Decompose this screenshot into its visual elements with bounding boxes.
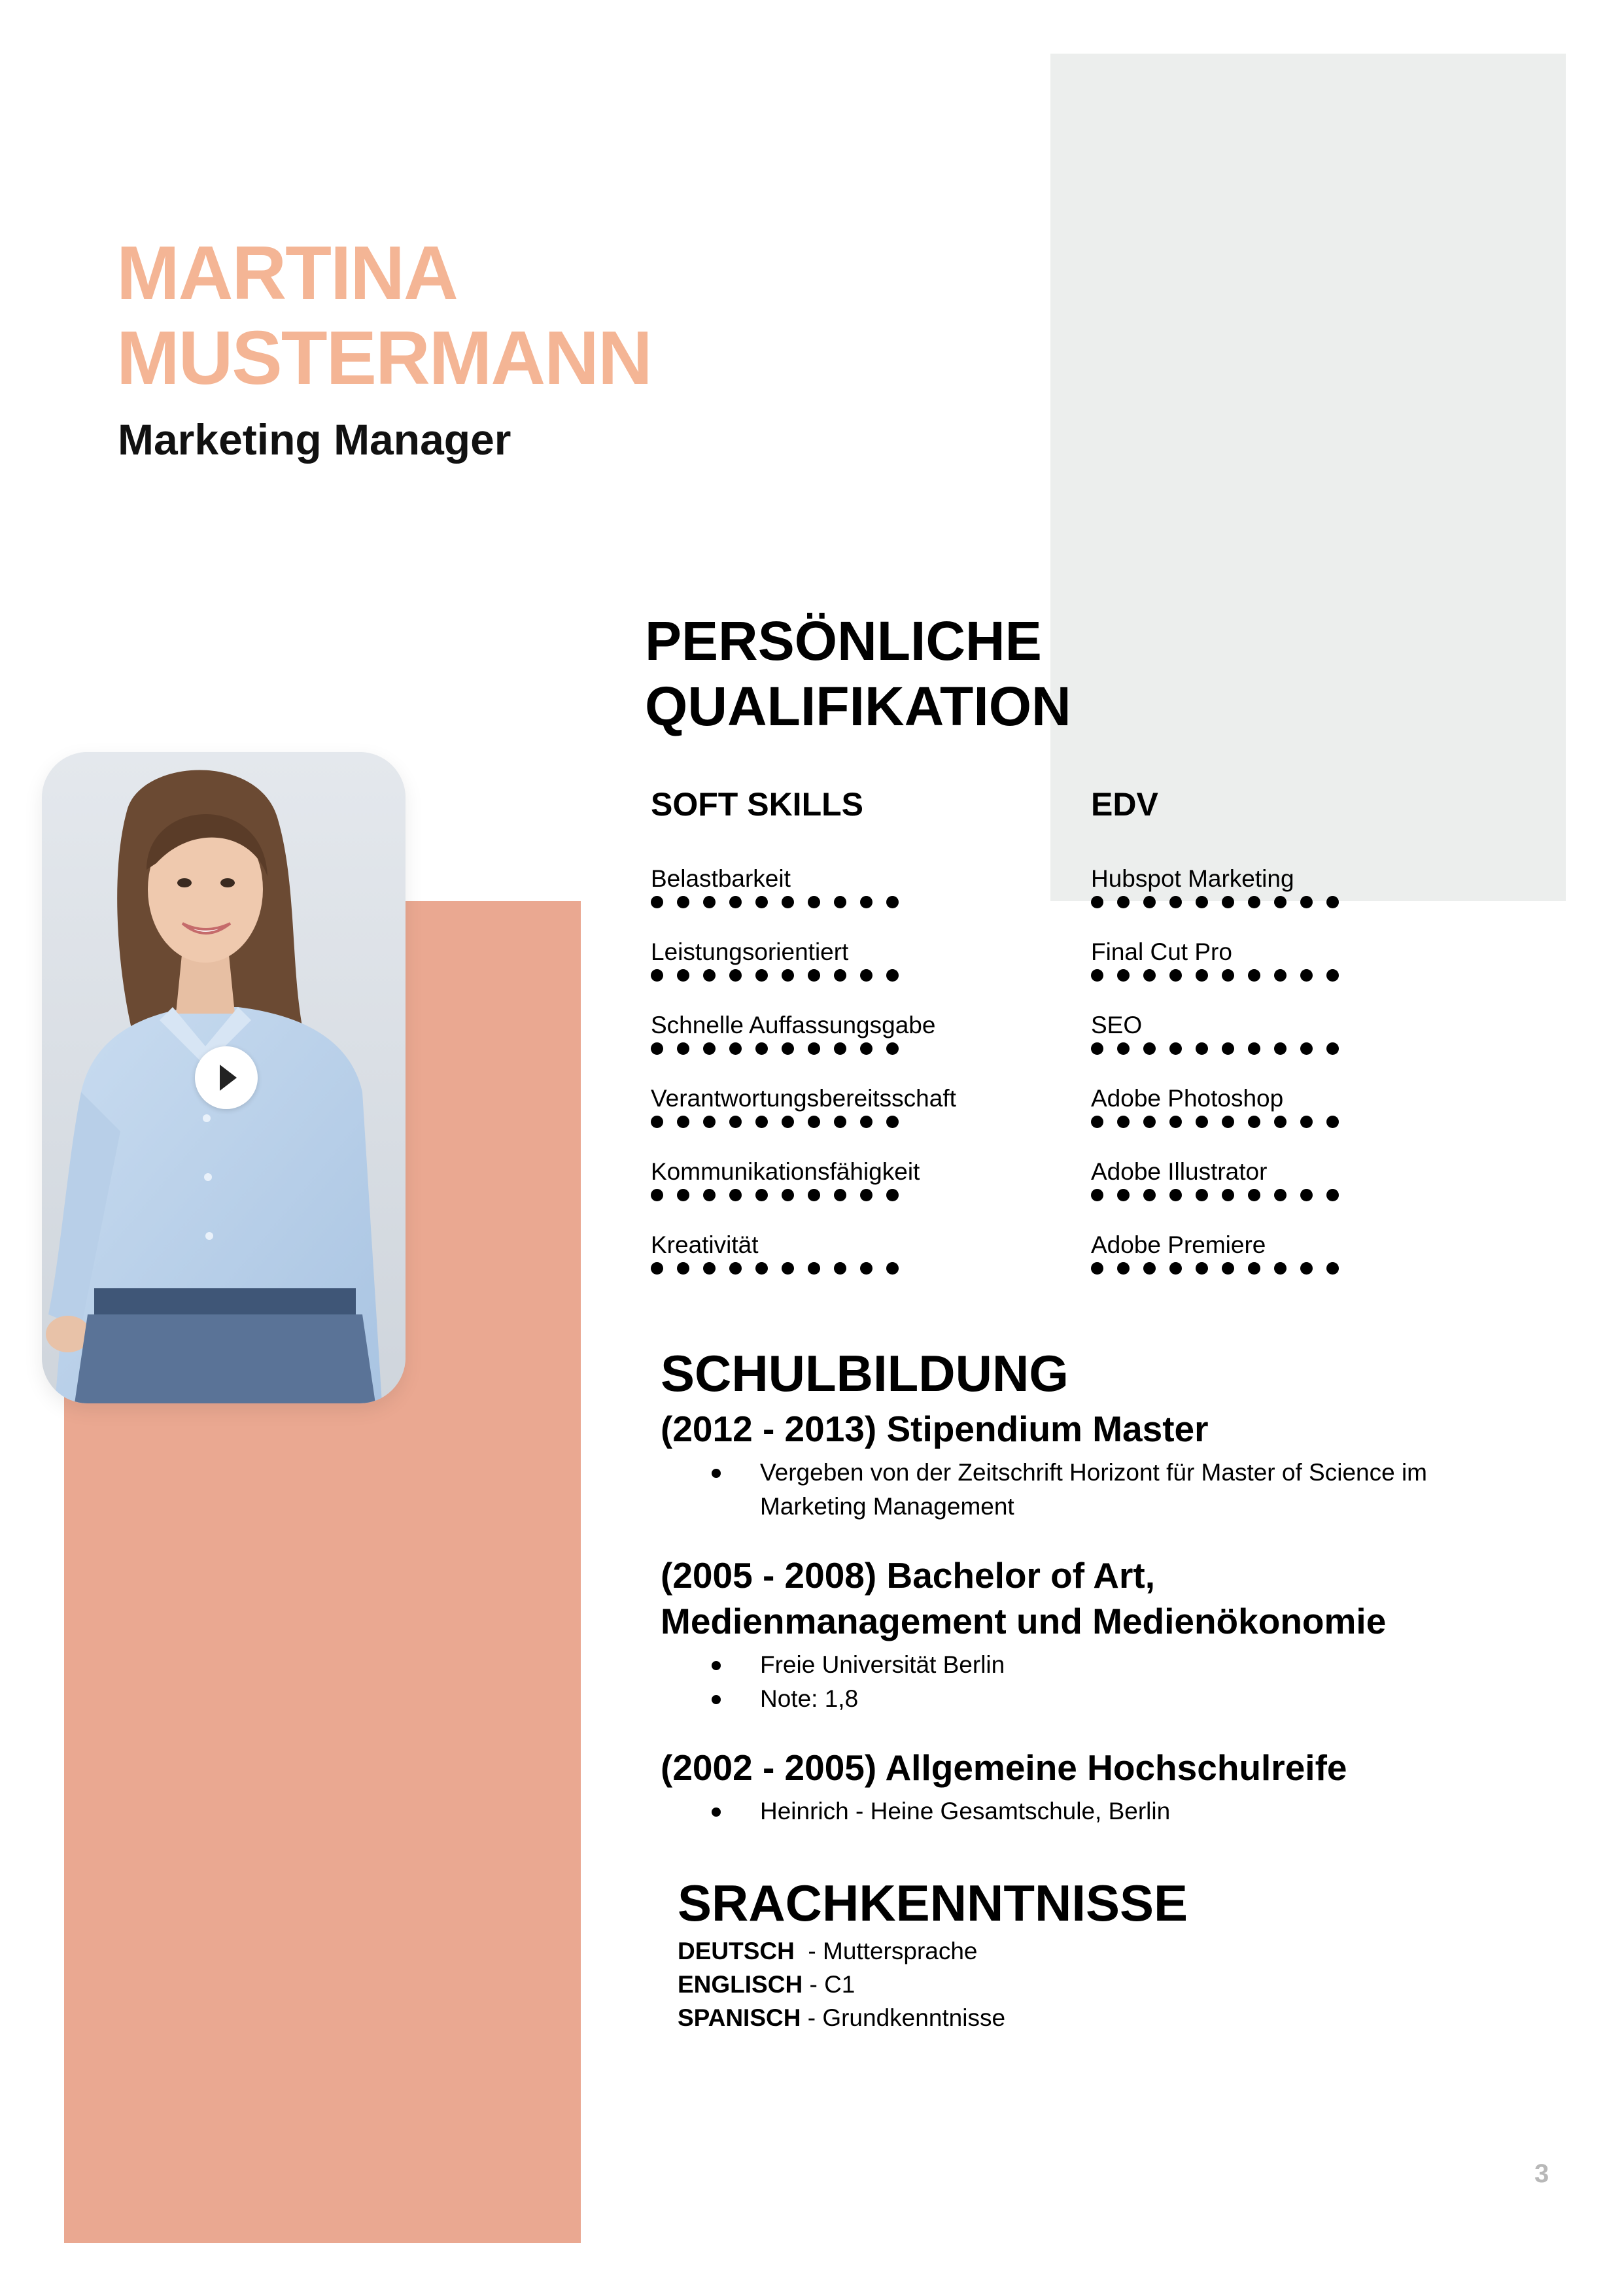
rating-dot [755, 1116, 768, 1128]
edv-skill-item [1091, 1218, 1457, 1291]
rating-dot [677, 1116, 689, 1128]
rating-dot [860, 1042, 872, 1055]
candidate-name [116, 230, 651, 400]
qualifications-heading [645, 608, 1071, 739]
rating-dot [782, 969, 794, 982]
rating-dot [1143, 896, 1156, 908]
soft-skills-list [651, 851, 1017, 1291]
rating-dot [886, 1189, 899, 1201]
soft-skill-rating [651, 896, 912, 909]
rating-dot [1248, 1189, 1260, 1201]
rating-dot [808, 896, 820, 908]
education-entry-title-line: Medienmanagement und Medienökonomie [661, 1601, 1387, 1641]
soft-skill-item [651, 1218, 1017, 1291]
soft-skills-heading: SOFT SKILLS [651, 786, 863, 823]
rating-dot [677, 896, 689, 908]
soft-skill-rating [651, 1189, 912, 1202]
education-entry-title-line: (2012 - 2013) Stipendium Master [661, 1409, 1209, 1449]
rating-dot [1196, 1042, 1208, 1055]
rating-dot [886, 1262, 899, 1275]
rating-dot [1143, 1116, 1156, 1128]
rating-dot [860, 1262, 872, 1275]
education-detail-text: Marketing Management [760, 1493, 1014, 1520]
edv-skill-label: Adobe Premiere [1091, 1231, 1266, 1258]
rating-dot [1326, 1189, 1339, 1201]
rating-dot [782, 1262, 794, 1275]
education-entry-details [661, 1648, 1511, 1716]
rating-dot [1117, 896, 1130, 908]
job-title: Marketing Manager [118, 415, 511, 464]
play-icon[interactable] [195, 1046, 258, 1109]
rating-dot [834, 1042, 846, 1055]
rating-dot [808, 1042, 820, 1055]
soft-skill-label: Leistungsorientiert [651, 938, 849, 965]
rating-dot [729, 1189, 742, 1201]
soft-skill-label: Kommunikationsfähigkeit [651, 1158, 920, 1185]
language-item [678, 1934, 1188, 1968]
last-name: MUSTERMANN [116, 315, 651, 400]
soft-skill-item [651, 851, 1017, 925]
languages-heading: SRACHKENNTNISSE [678, 1874, 1188, 1932]
rating-dot [1091, 969, 1103, 982]
rating-dot [1091, 1262, 1103, 1275]
language-name: SPANISCH [678, 2004, 801, 2031]
rating-dot [1196, 896, 1208, 908]
soft-skill-rating [651, 1116, 912, 1129]
edv-skill-item [1091, 925, 1457, 998]
edv-skill-label: Final Cut Pro [1091, 938, 1232, 965]
language-item [678, 1968, 1188, 2001]
edv-skill-item [1091, 1144, 1457, 1218]
rating-dot [860, 1189, 872, 1201]
soft-skill-item [651, 998, 1017, 1071]
qualifications-heading-line1: PERSÖNLICHE [645, 610, 1042, 672]
rating-dot [1248, 896, 1260, 908]
education-entry-title-line: (2005 - 2008) Bachelor of Art, [661, 1555, 1156, 1596]
education-entry-title [661, 1406, 1511, 1452]
rating-dot [729, 969, 742, 982]
rating-dot [808, 1189, 820, 1201]
rating-dot [729, 1116, 742, 1128]
rating-dot [1117, 1262, 1130, 1275]
rating-dot [703, 1116, 716, 1128]
rating-dot [1196, 1116, 1208, 1128]
rating-dot [1196, 1262, 1208, 1275]
education-detail-item: Heinrich - Heine Gesamtschule, Berlin [760, 1794, 1511, 1828]
soft-skill-label: Belastbarkeit [651, 865, 791, 892]
soft-skill-item [651, 1144, 1017, 1218]
rating-dot [1117, 969, 1130, 982]
edv-skill-rating [1091, 969, 1353, 982]
soft-skill-rating [651, 969, 912, 982]
edv-skill-rating [1091, 1116, 1353, 1129]
rating-dot [1326, 1116, 1339, 1128]
soft-skill-label: Kreativität [651, 1231, 759, 1258]
page-number: 3 [1534, 2159, 1549, 2188]
rating-dot [782, 1189, 794, 1201]
rating-dot [1169, 1116, 1182, 1128]
rating-dot [677, 1042, 689, 1055]
rating-dot [1169, 1189, 1182, 1201]
rating-dot [651, 896, 663, 908]
edv-list [1091, 851, 1457, 1291]
education-section [661, 1342, 1511, 1828]
edv-skill-item [1091, 998, 1457, 1071]
rating-dot [860, 1116, 872, 1128]
rating-dot [1326, 1262, 1339, 1275]
soft-skill-label: Schnelle Auffassungsgabe [651, 1012, 936, 1038]
rating-dot [651, 1189, 663, 1201]
rating-dot [1222, 1262, 1234, 1275]
rating-dot [1326, 969, 1339, 982]
rating-dot [1300, 1189, 1313, 1201]
education-entry-title [661, 1745, 1511, 1791]
rating-dot [886, 969, 899, 982]
rating-dot [1326, 1042, 1339, 1055]
rating-dot [1248, 969, 1260, 982]
rating-dot [755, 969, 768, 982]
education-entry-details [661, 1456, 1511, 1524]
rating-dot [1274, 969, 1287, 982]
rating-dot [703, 896, 716, 908]
decorative-gray-block [1050, 54, 1566, 901]
rating-dot [651, 969, 663, 982]
rating-dot [651, 1116, 663, 1128]
edv-skill-label: Adobe Photoshop [1091, 1085, 1284, 1112]
rating-dot [1143, 1042, 1156, 1055]
edv-skill-label: SEO [1091, 1012, 1143, 1038]
rating-dot [1117, 1189, 1130, 1201]
rating-dot [755, 1262, 768, 1275]
rating-dot [1169, 969, 1182, 982]
rating-dot [1196, 1189, 1208, 1201]
rating-dot [755, 1189, 768, 1201]
edv-skill-item [1091, 851, 1457, 925]
rating-dot [1300, 896, 1313, 908]
language-name: DEUTSCH [678, 1938, 795, 1964]
education-detail-item: Note: 1,8 [760, 1682, 1511, 1716]
rating-dot [755, 896, 768, 908]
rating-dot [651, 1262, 663, 1275]
education-heading: SCHULBILDUNG [661, 1345, 1069, 1402]
rating-dot [860, 896, 872, 908]
edv-column [1091, 785, 1457, 1291]
edv-skill-rating [1091, 1042, 1353, 1055]
rating-dot [1248, 1116, 1260, 1128]
rating-dot [677, 1262, 689, 1275]
languages-section [678, 1872, 1188, 2034]
edv-skill-label: Adobe Illustrator [1091, 1158, 1268, 1185]
rating-dot [1300, 1116, 1313, 1128]
rating-dot [782, 896, 794, 908]
education-entry-title-line: (2002 - 2005) Allgemeine Hochschulreife [661, 1747, 1347, 1788]
qualifications-heading-line2: QUALIFIKATION [645, 676, 1071, 737]
rating-dot [1222, 896, 1234, 908]
soft-skills-column [651, 785, 1017, 1291]
rating-dot [1274, 1189, 1287, 1201]
education-entry-details [661, 1794, 1511, 1828]
rating-dot [1300, 1042, 1313, 1055]
rating-dot [703, 969, 716, 982]
edv-skill-rating [1091, 1189, 1353, 1202]
rating-dot [860, 969, 872, 982]
education-detail-text: Vergeben von der Zeitschrift Horizont für Master of Science im [760, 1459, 1427, 1486]
edv-skill-item [1091, 1071, 1457, 1144]
rating-dot [1300, 969, 1313, 982]
language-name: ENGLISCH [678, 1971, 803, 1998]
education-detail-item [760, 1456, 1511, 1524]
rating-dot [782, 1042, 794, 1055]
education-entry-title [661, 1552, 1511, 1644]
language-level: - Muttersprache [794, 1938, 978, 1964]
rating-dot [1222, 969, 1234, 982]
rating-dot [1117, 1042, 1130, 1055]
rating-dot [886, 1042, 899, 1055]
rating-dot [1274, 1116, 1287, 1128]
languages-list [678, 1934, 1188, 2034]
language-item [678, 2001, 1188, 2034]
edv-skill-label: Hubspot Marketing [1091, 865, 1294, 892]
rating-dot [1143, 969, 1156, 982]
rating-dot [703, 1262, 716, 1275]
rating-dot [1222, 1042, 1234, 1055]
rating-dot [1274, 896, 1287, 908]
rating-dot [886, 896, 899, 908]
rating-dot [755, 1042, 768, 1055]
soft-skill-rating [651, 1262, 912, 1275]
rating-dot [677, 969, 689, 982]
rating-dot [1117, 1116, 1130, 1128]
rating-dot [1274, 1042, 1287, 1055]
soft-skill-label: Verantwortungsbereitsschaft [651, 1085, 956, 1112]
rating-dot [1143, 1262, 1156, 1275]
rating-dot [703, 1189, 716, 1201]
language-level: - C1 [803, 1971, 855, 1998]
rating-dot [1300, 1262, 1313, 1275]
rating-dot [1248, 1042, 1260, 1055]
rating-dot [703, 1042, 716, 1055]
rating-dot [834, 1262, 846, 1275]
rating-dot [808, 1262, 820, 1275]
rating-dot [834, 1116, 846, 1128]
rating-dot [729, 1262, 742, 1275]
rating-dot [1169, 896, 1182, 908]
soft-skill-item [651, 1071, 1017, 1144]
rating-dot [1222, 1189, 1234, 1201]
rating-dot [1091, 1116, 1103, 1128]
rating-dot [834, 1189, 846, 1201]
rating-dot [834, 969, 846, 982]
rating-dot [1169, 1262, 1182, 1275]
rating-dot [808, 1116, 820, 1128]
education-detail-item: Freie Universität Berlin [760, 1648, 1511, 1682]
language-level: - Grundkenntnisse [801, 2004, 1006, 2031]
rating-dot [1091, 1189, 1103, 1201]
first-name: MARTINA [116, 230, 457, 315]
rating-dot [651, 1042, 663, 1055]
rating-dot [1169, 1042, 1182, 1055]
rating-dot [729, 1042, 742, 1055]
rating-dot [834, 896, 846, 908]
edv-skill-rating [1091, 1262, 1353, 1275]
edv-skill-rating [1091, 896, 1353, 909]
rating-dot [782, 1116, 794, 1128]
edv-heading: EDV [1091, 786, 1158, 823]
rating-dot [886, 1116, 899, 1128]
rating-dot [729, 896, 742, 908]
rating-dot [1222, 1116, 1234, 1128]
rating-dot [1091, 896, 1103, 908]
soft-skill-rating [651, 1042, 912, 1055]
rating-dot [1143, 1189, 1156, 1201]
rating-dot [1274, 1262, 1287, 1275]
soft-skill-item [651, 925, 1017, 998]
rating-dot [808, 969, 820, 982]
rating-dot [1091, 1042, 1103, 1055]
rating-dot [677, 1189, 689, 1201]
rating-dot [1248, 1262, 1260, 1275]
rating-dot [1196, 969, 1208, 982]
education-list [661, 1406, 1511, 1828]
rating-dot [1326, 896, 1339, 908]
